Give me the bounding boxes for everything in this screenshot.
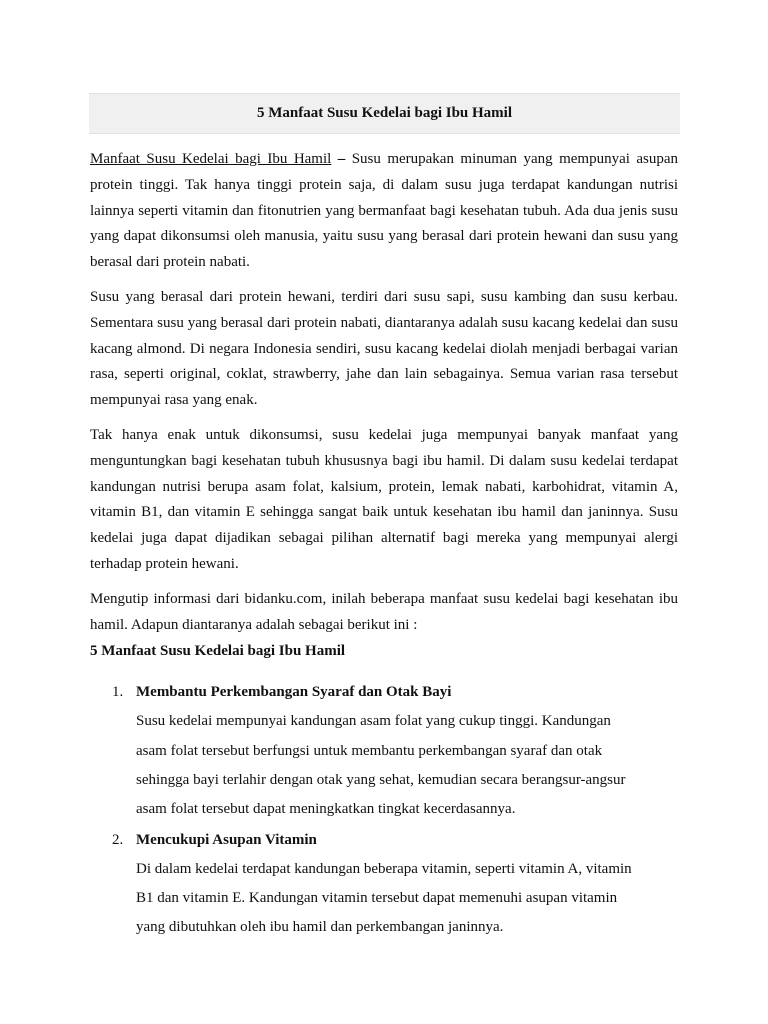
body-paragraph: Tak hanya enak untuk dikonsumsi, susu kedelai juga mempunyai banyak manfaat yang menguntungkan bagi kesehatan tubuh khususnya bagi ibu hamil. Di dalam susu kedelai terdapat kandungan nutrisi berupa asam folat, kalsium, protein, lemak nabati, karbohidrat, vitamin A, vitamin B1, dan vitamin E sehingga sangat baik untuk kesehatan ibu hamil dan janinnya. Susu kedelai juga dapat dijadikan sebagai pilihan alternatif bagi mereka yang mempunyai alergi terhadap protein hewani. [90, 426, 678, 572]
list-item-title: Membantu Perkembangan Syaraf dan Otak Bayi [136, 684, 452, 701]
intro-paragraph [90, 147, 678, 276]
document-title: 5 Manfaat Susu Kedelai bagi Ibu Hamil [256, 105, 513, 121]
body-paragraph: Susu yang berasal dari protein hewani, terdiri dari susu sapi, susu kambing dan susu kerbau. Sementara susu yang berasal dari protein nabati, diantaranya adalah susu kacang kedelai dan susu kacang almond. Di negara Indonesia sendiri, susu kacang kedelai diolah menjadi berbagai varian rasa, seperti original, coklat, strawberry, jahe dan lain sebagainya. Semua varian rasa tersebut mempunyai rasa yang enak. [90, 288, 678, 409]
section-heading: 5 Manfaat Susu Kedelai bagi Ibu Hamil [90, 643, 346, 660]
list-item-description: Di dalam kedelai terdapat kandungan beberapa vitamin, seperti vitamin A, vitamin B1 dan vitamin E. Kandungan vitamin tersebut dapat memenuhi asupan vitamin yang dibutuhkan oleh ibu hamil dan perkembangan janinnya. [136, 860, 632, 936]
list-item [90, 826, 678, 943]
intro-text: Susu merupakan minuman yang mempunyai asupan protein tinggi. Tak hanya tinggi protein saja, di dalam susu juga terdapat kandungan nutrisi lainnya seperti vitamin dan fitonutrien yang bermanfaat bagi kesehatan tubuh. Ada dua jenis susu yang dapat dikonsumsi oleh manusia, yaitu susu yang berasal dari protein hewani dan susu yang berasal dari protein nabati. [90, 151, 679, 271]
title-banner [89, 93, 680, 134]
benefits-list [90, 678, 678, 942]
list-item-number: 1. [112, 684, 124, 701]
document-body [90, 147, 678, 943]
body-paragraph: Mengutip informasi dari bidanku.com, inilah beberapa manfaat susu kedelai bagi kesehatan ibu hamil. Adapun diantaranya adalah sebagai berikut ini : [90, 590, 678, 633]
list-item-title: Mencukupi Asupan Vitamin [136, 831, 317, 848]
list-item [90, 678, 678, 824]
list-item-description: Susu kedelai mempunyai kandungan asam folat yang cukup tinggi. Kandungan asam folat tersebut berfungsi untuk membantu perkembangan syaraf dan otak sehingga bayi terlahir dengan otak yang sehat, kemudian secara berangsur-angsur asam folat tersebut dapat meningkatkan tingkat kecerdasannya. [136, 713, 626, 818]
list-item-number: 2. [112, 831, 124, 848]
intro-link[interactable]: Manfaat Susu Kedelai bagi Ibu Hamil [90, 151, 332, 167]
intro-dash: – [331, 151, 352, 167]
